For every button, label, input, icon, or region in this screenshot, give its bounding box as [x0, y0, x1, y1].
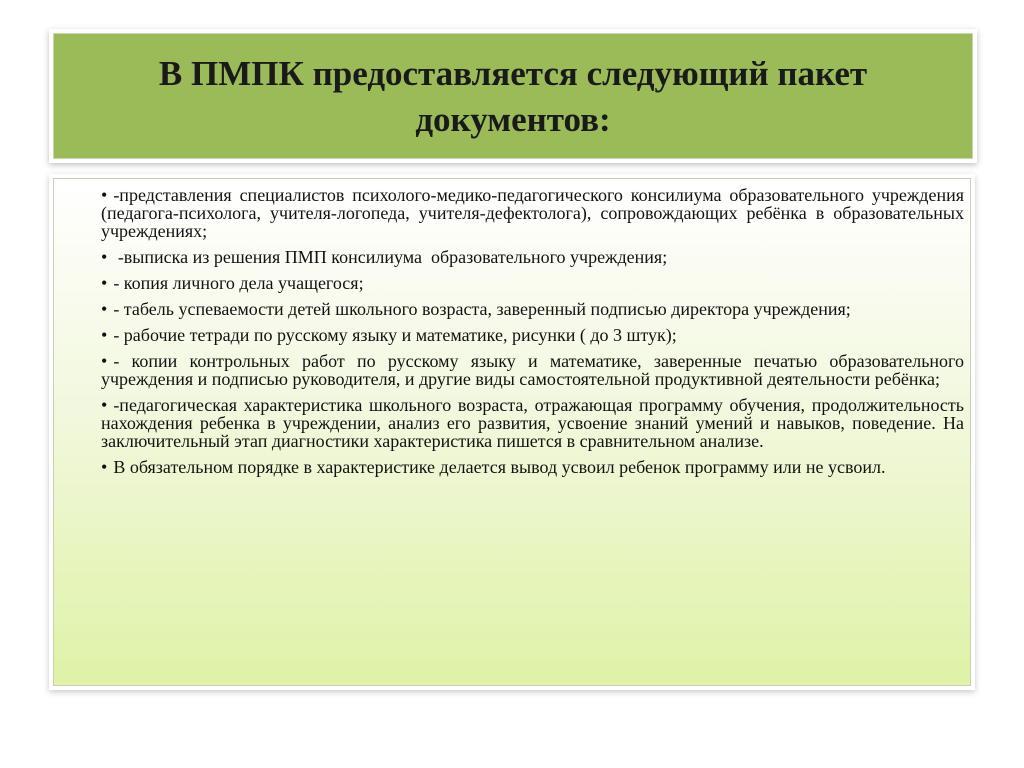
- bullet-icon: •: [101, 457, 108, 477]
- list-item-text: -выписка из решения ПМП консилиума образовательного учреждения;: [113, 247, 668, 267]
- list-item-text: - копии контрольных работ по русскому языку и математике, заверенные печатью образовательного учреждения и подписью руководителя, и другие виды самостоятельной продуктивной деятельности ребёнка;: [101, 351, 964, 389]
- content-box: [53, 178, 971, 686]
- list-item-text: -педагогическая характеристика школьного возраста, отражающая программу обучения, продолжительность нахождения ребенка в учреждении, анализ его развития, усвоение знаний умений и навыков, поведение. На заключительный этап диагностики характеристика пишется в сравнительном анализе.: [101, 395, 964, 451]
- bullet-icon: •: [101, 185, 108, 205]
- bullet-list: [101, 182, 964, 484]
- title-box: [53, 33, 973, 159]
- bullet-icon: •: [101, 247, 108, 267]
- list-item: [101, 326, 964, 344]
- list-item: [101, 458, 964, 476]
- list-item: [101, 248, 964, 266]
- bullet-icon: •: [101, 351, 108, 371]
- bullet-icon: •: [101, 325, 108, 345]
- list-item: [101, 300, 964, 318]
- list-item-text: - табель успеваемости детей школьного возраста, заверенный подписью директора учреждения;: [113, 299, 851, 319]
- bullet-icon: •: [101, 299, 108, 319]
- list-item-text: - копия личного дела учащегося;: [113, 273, 364, 293]
- bullet-icon: •: [101, 395, 108, 415]
- list-item-text: -представления специалистов психолого-медико-педагогического консилиума образовательного учреждения (педагога-психолога, учителя-логопеда, учителя-дефектолога), сопровождающих ребёнка в образовательных учреждениях;: [101, 185, 964, 241]
- list-item: [101, 352, 964, 388]
- list-item: [101, 274, 964, 292]
- list-item-text: - рабочие тетради по русскому языку и математике, рисунки ( до 3 штук);: [113, 325, 677, 345]
- list-item: [101, 186, 964, 240]
- bullet-icon: •: [101, 273, 108, 293]
- slide-title: В ПМПК предоставляется следующий пакет документов:: [158, 54, 868, 139]
- list-item: [101, 396, 964, 450]
- list-item-text: В обязательном порядке в характеристике делается вывод усвоил ребенок программу или не усвоил.: [113, 457, 886, 477]
